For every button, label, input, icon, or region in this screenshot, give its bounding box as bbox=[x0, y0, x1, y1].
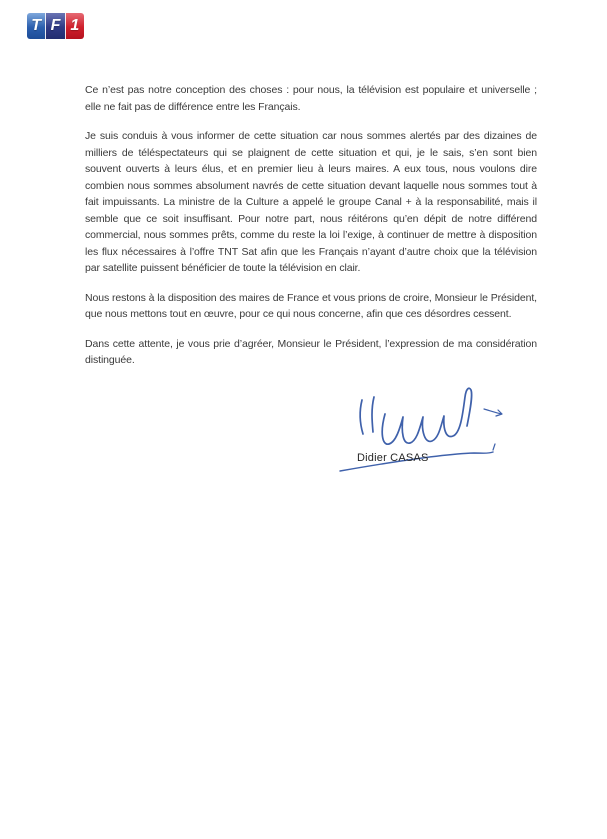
handwritten-signature-icon bbox=[332, 383, 514, 483]
letter-paragraph-3: Nous restons à la disposition des maires de France et vous prions de croire, Monsieur le Président, que nous mettons tout en œuvre, pour ce qui nous concerne, afin que ces désordres cessent. bbox=[85, 291, 537, 320]
signature-stroke bbox=[382, 388, 471, 444]
tf1-logo-letter-f: F bbox=[45, 13, 64, 39]
tf1-logo-letter-1: 1 bbox=[65, 13, 84, 39]
tf1-logo bbox=[27, 13, 84, 39]
letter-paragraph-2: Je suis conduis à vous informer de cette situation car nous sommes alertés par des dizaines de milliers de téléspectateurs qui se plaignent de cette situation et qui, je le sais, s’en sont bien souvent ouverts à leurs élus, et en premier lieu à leurs maires. A eux tous, nous voulons dire combien nous sommes absolument navrés de cette situation devant laquelle nous sommes tout à fait impuissants. La ministre de la Culture a appelé le groupe Canal + à la responsabilité, mais il semble que ce soit insuffisant. Pour notre part, nous réitérons qu’en dépit de notre différend commercial, nous sommes prêts, comme du reste la loi l’exige, à continuer de mettre à disposition les flux nécessaires à l’offre TNT Sat afin que les Français n’ayant d’autre choix que la télévision par satellite puissent bénéficier de toute la télévision en clair. bbox=[85, 130, 537, 274]
letter-body bbox=[85, 82, 537, 382]
signature-tick bbox=[493, 444, 495, 450]
signature-stroke bbox=[360, 400, 363, 434]
signature-dash bbox=[484, 409, 502, 416]
signature-block bbox=[332, 383, 514, 483]
signatory-name: Didier CASAS bbox=[357, 452, 429, 464]
signature-stroke bbox=[372, 397, 374, 432]
tf1-logo-letter-t: T bbox=[27, 13, 45, 39]
letter-paragraph-4: Dans cette attente, je vous prie d’agréer, Monsieur le Président, l’expression de ma considération distinguée. bbox=[85, 337, 537, 366]
letter-paragraph-1: Ce n’est pas notre conception des choses : pour nous, la télévision est populaire et universelle ; elle ne fait pas de différence entre les Français. bbox=[85, 84, 537, 113]
